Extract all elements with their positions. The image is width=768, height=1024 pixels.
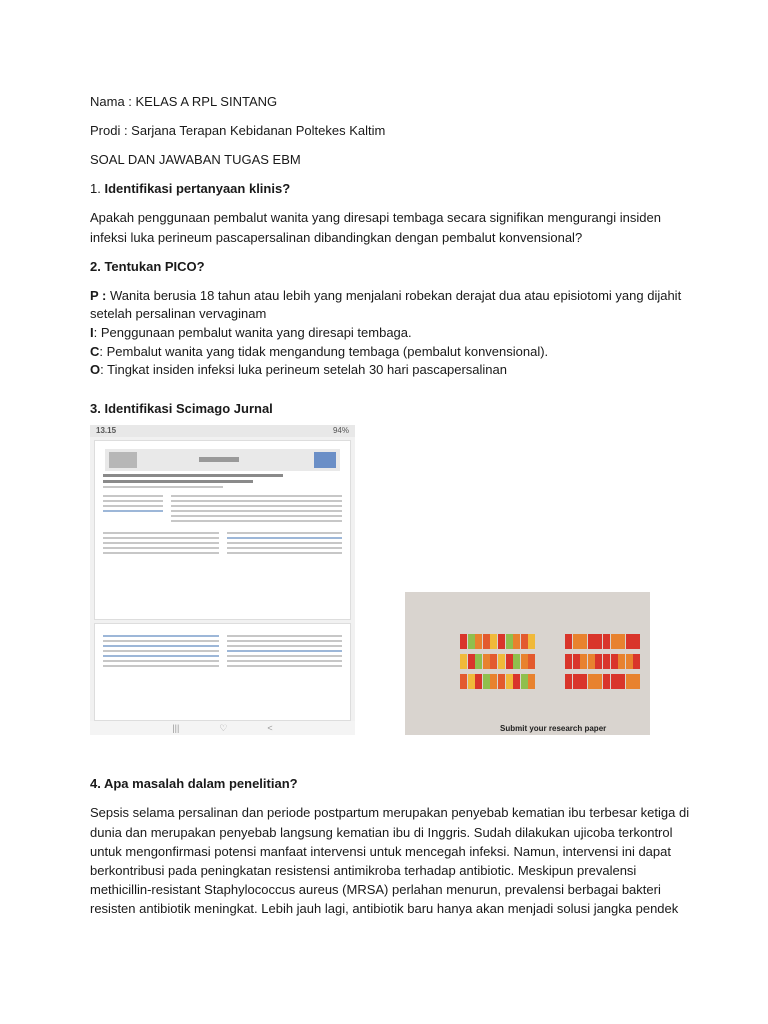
question-4-title: 4. Apa masalah dalam penelitian?	[90, 776, 298, 791]
pico-p-line-2: setelah persalinan vervaginam	[90, 306, 267, 321]
phone-status-bar	[90, 425, 355, 437]
heatmap-cell	[521, 634, 528, 649]
heatmap-cell	[490, 674, 497, 689]
heatmap-cell	[521, 654, 528, 669]
pico-p-line	[90, 287, 681, 305]
student-name: Nama : KELAS A RPL SINTANG	[90, 94, 278, 109]
heatmap-cell	[595, 674, 602, 689]
heatmap-cell	[506, 634, 513, 649]
question-3-title: 3. Identifikasi Scimago Jurnal	[90, 401, 273, 416]
question-1-heading	[90, 180, 290, 198]
question-4-answer-line: untuk mengonfirmasi potensi manfaat intervensi untuk mencegah infeksi. Namun, intervensi ini dapat	[90, 844, 671, 859]
heatmap-cell	[498, 674, 505, 689]
heatmap-cell	[513, 674, 520, 689]
heatmap-cell	[588, 654, 595, 669]
phone-time: 13.15	[96, 426, 117, 435]
heatmap-cell	[633, 674, 640, 689]
question-1-answer-line: infeksi luka perineum pascapersalinan dibandingkan dengan pembalut konvensional?	[90, 230, 583, 245]
heatmap-cell	[565, 634, 572, 649]
heatmap-cell	[460, 674, 467, 689]
study-program: Prodi : Sarjana Terapan Kebidanan Poltekes Kaltim	[90, 123, 386, 138]
heatmap-cell	[513, 634, 520, 649]
pico-o-label: O	[90, 362, 101, 377]
home-icon: ♡	[219, 723, 228, 733]
heatmap-cell	[565, 674, 572, 689]
question-4-answer-line: methicillin-resistant Staphylococcus aureus (MRSA) perlahan menurun, prevalensi berbagai bakteri	[90, 882, 661, 897]
heatmap-cell	[498, 654, 505, 669]
pico-c-text: : Pembalut wanita yang tidak mengandung tembaga (pembalut konvensional).	[99, 344, 549, 359]
question-1-answer-line: Apakah penggunaan pembalut wanita yang diresapi tembaga secara signifikan mengurangi insiden	[90, 210, 661, 225]
heatmap-cell	[618, 654, 625, 669]
pico-o-text: : Tingkat insiden infeksi luka perineum setelah 30 hari pascapersalinan	[100, 362, 507, 377]
recent-apps-icon: |||	[172, 723, 180, 733]
heatmap-cell	[626, 674, 633, 689]
heatmap-cell	[618, 634, 625, 649]
pico-i-text: : Penggunaan pembalut wanita yang diresapi tembaga.	[93, 325, 412, 340]
heatmap-cell	[490, 634, 497, 649]
heatmap-cell	[633, 634, 640, 649]
heatmap-cell	[513, 654, 520, 669]
heatmap-cell	[580, 674, 587, 689]
journal-screenshot	[90, 425, 355, 735]
heatmap-cell	[603, 654, 610, 669]
heatmap-cell	[468, 634, 475, 649]
heatmap-cell	[580, 654, 587, 669]
heatmap-cell	[573, 634, 580, 649]
pico-p-label: P :	[90, 288, 107, 303]
back-icon: <	[267, 723, 273, 733]
heatmap-cell	[468, 674, 475, 689]
heatmap-cell	[626, 634, 633, 649]
heatmap-cell	[528, 634, 535, 649]
question-2-title: 2. Tentukan PICO?	[90, 259, 205, 274]
heatmap-cell	[618, 674, 625, 689]
pico-c-line	[90, 343, 548, 361]
question-1-title: Identifikasi pertanyaan klinis?	[104, 181, 291, 196]
heatmap-cell	[588, 674, 595, 689]
pico-c-label: C	[90, 344, 100, 359]
heatmap-cell	[611, 654, 618, 669]
question-4-answer-line: resisten antibiotik meningkat. Lebih jauh lagi, antibiotik baru hanya akan menjadi solusi jangka pendek	[90, 901, 679, 916]
pico-i-line	[90, 324, 412, 342]
heatmap-cell	[580, 634, 587, 649]
question-4-answer-line: Sepsis selama persalinan dan periode postpartum merupakan penyebab kematian ibu terbesar ketiga di	[90, 805, 690, 820]
heatmap-cell	[565, 654, 572, 669]
journal-page-2	[94, 623, 351, 721]
pico-p-text: Wanita berusia 18 tahun atau lebih yang menjalani robekan derajat dua atau episiotomi yang dijahit	[106, 288, 682, 303]
heatmap-cell	[475, 654, 482, 669]
question-4-heading	[90, 775, 298, 793]
pico-o-line	[90, 361, 507, 379]
question-2-heading	[90, 258, 205, 276]
heatmap-cell	[475, 674, 482, 689]
heatmap-cell	[611, 674, 618, 689]
phone-nav-bar	[90, 721, 355, 735]
heatmap-cell	[506, 654, 513, 669]
heatmap-cell	[483, 674, 490, 689]
heatmap-cell	[460, 654, 467, 669]
heatmap-cell	[475, 634, 482, 649]
heatmap-cell	[588, 634, 595, 649]
heatmap-cell	[626, 654, 633, 669]
question-4-answer-line: dunia dan merupakan penyebab langsung kematian ibu di Inggris. Sudah dilakukan ujicoba terkontrol	[90, 825, 673, 840]
journal-banner	[105, 449, 340, 471]
heatmap-cell	[573, 654, 580, 669]
scimago-heatmap-photo	[405, 592, 650, 735]
journal-page-1	[94, 440, 351, 620]
heatmap-cell	[573, 674, 580, 689]
question-1-number: 1.	[90, 181, 101, 196]
photo-caption: Submit your research paper	[500, 724, 607, 733]
heatmap-cell	[506, 674, 513, 689]
heatmap-cell	[611, 634, 618, 649]
heatmap-cell	[483, 654, 490, 669]
heatmap-cell	[595, 654, 602, 669]
heatmap-cell	[633, 654, 640, 669]
heatmap-cell	[468, 654, 475, 669]
question-3-heading	[90, 400, 273, 418]
heatmap-cell	[483, 634, 490, 649]
heatmap-cell	[498, 634, 505, 649]
heatmap-cell	[528, 654, 535, 669]
heatmap-cell	[603, 634, 610, 649]
heatmap-cell	[521, 674, 528, 689]
heatmap-cell	[490, 654, 497, 669]
heatmap-cell	[595, 634, 602, 649]
pico-i-label: I	[90, 325, 94, 340]
heatmap-cell	[460, 634, 467, 649]
phone-battery: 94%	[332, 426, 349, 435]
question-4-answer-line: berkontribusi pada peningkatan resistensi antimikroba terhadap antibiotic. Meskipun prevalensi	[90, 863, 637, 878]
heatmap-cell	[603, 674, 610, 689]
heatmap-cell	[528, 674, 535, 689]
document-title: SOAL DAN JAWABAN TUGAS EBM	[90, 152, 301, 167]
